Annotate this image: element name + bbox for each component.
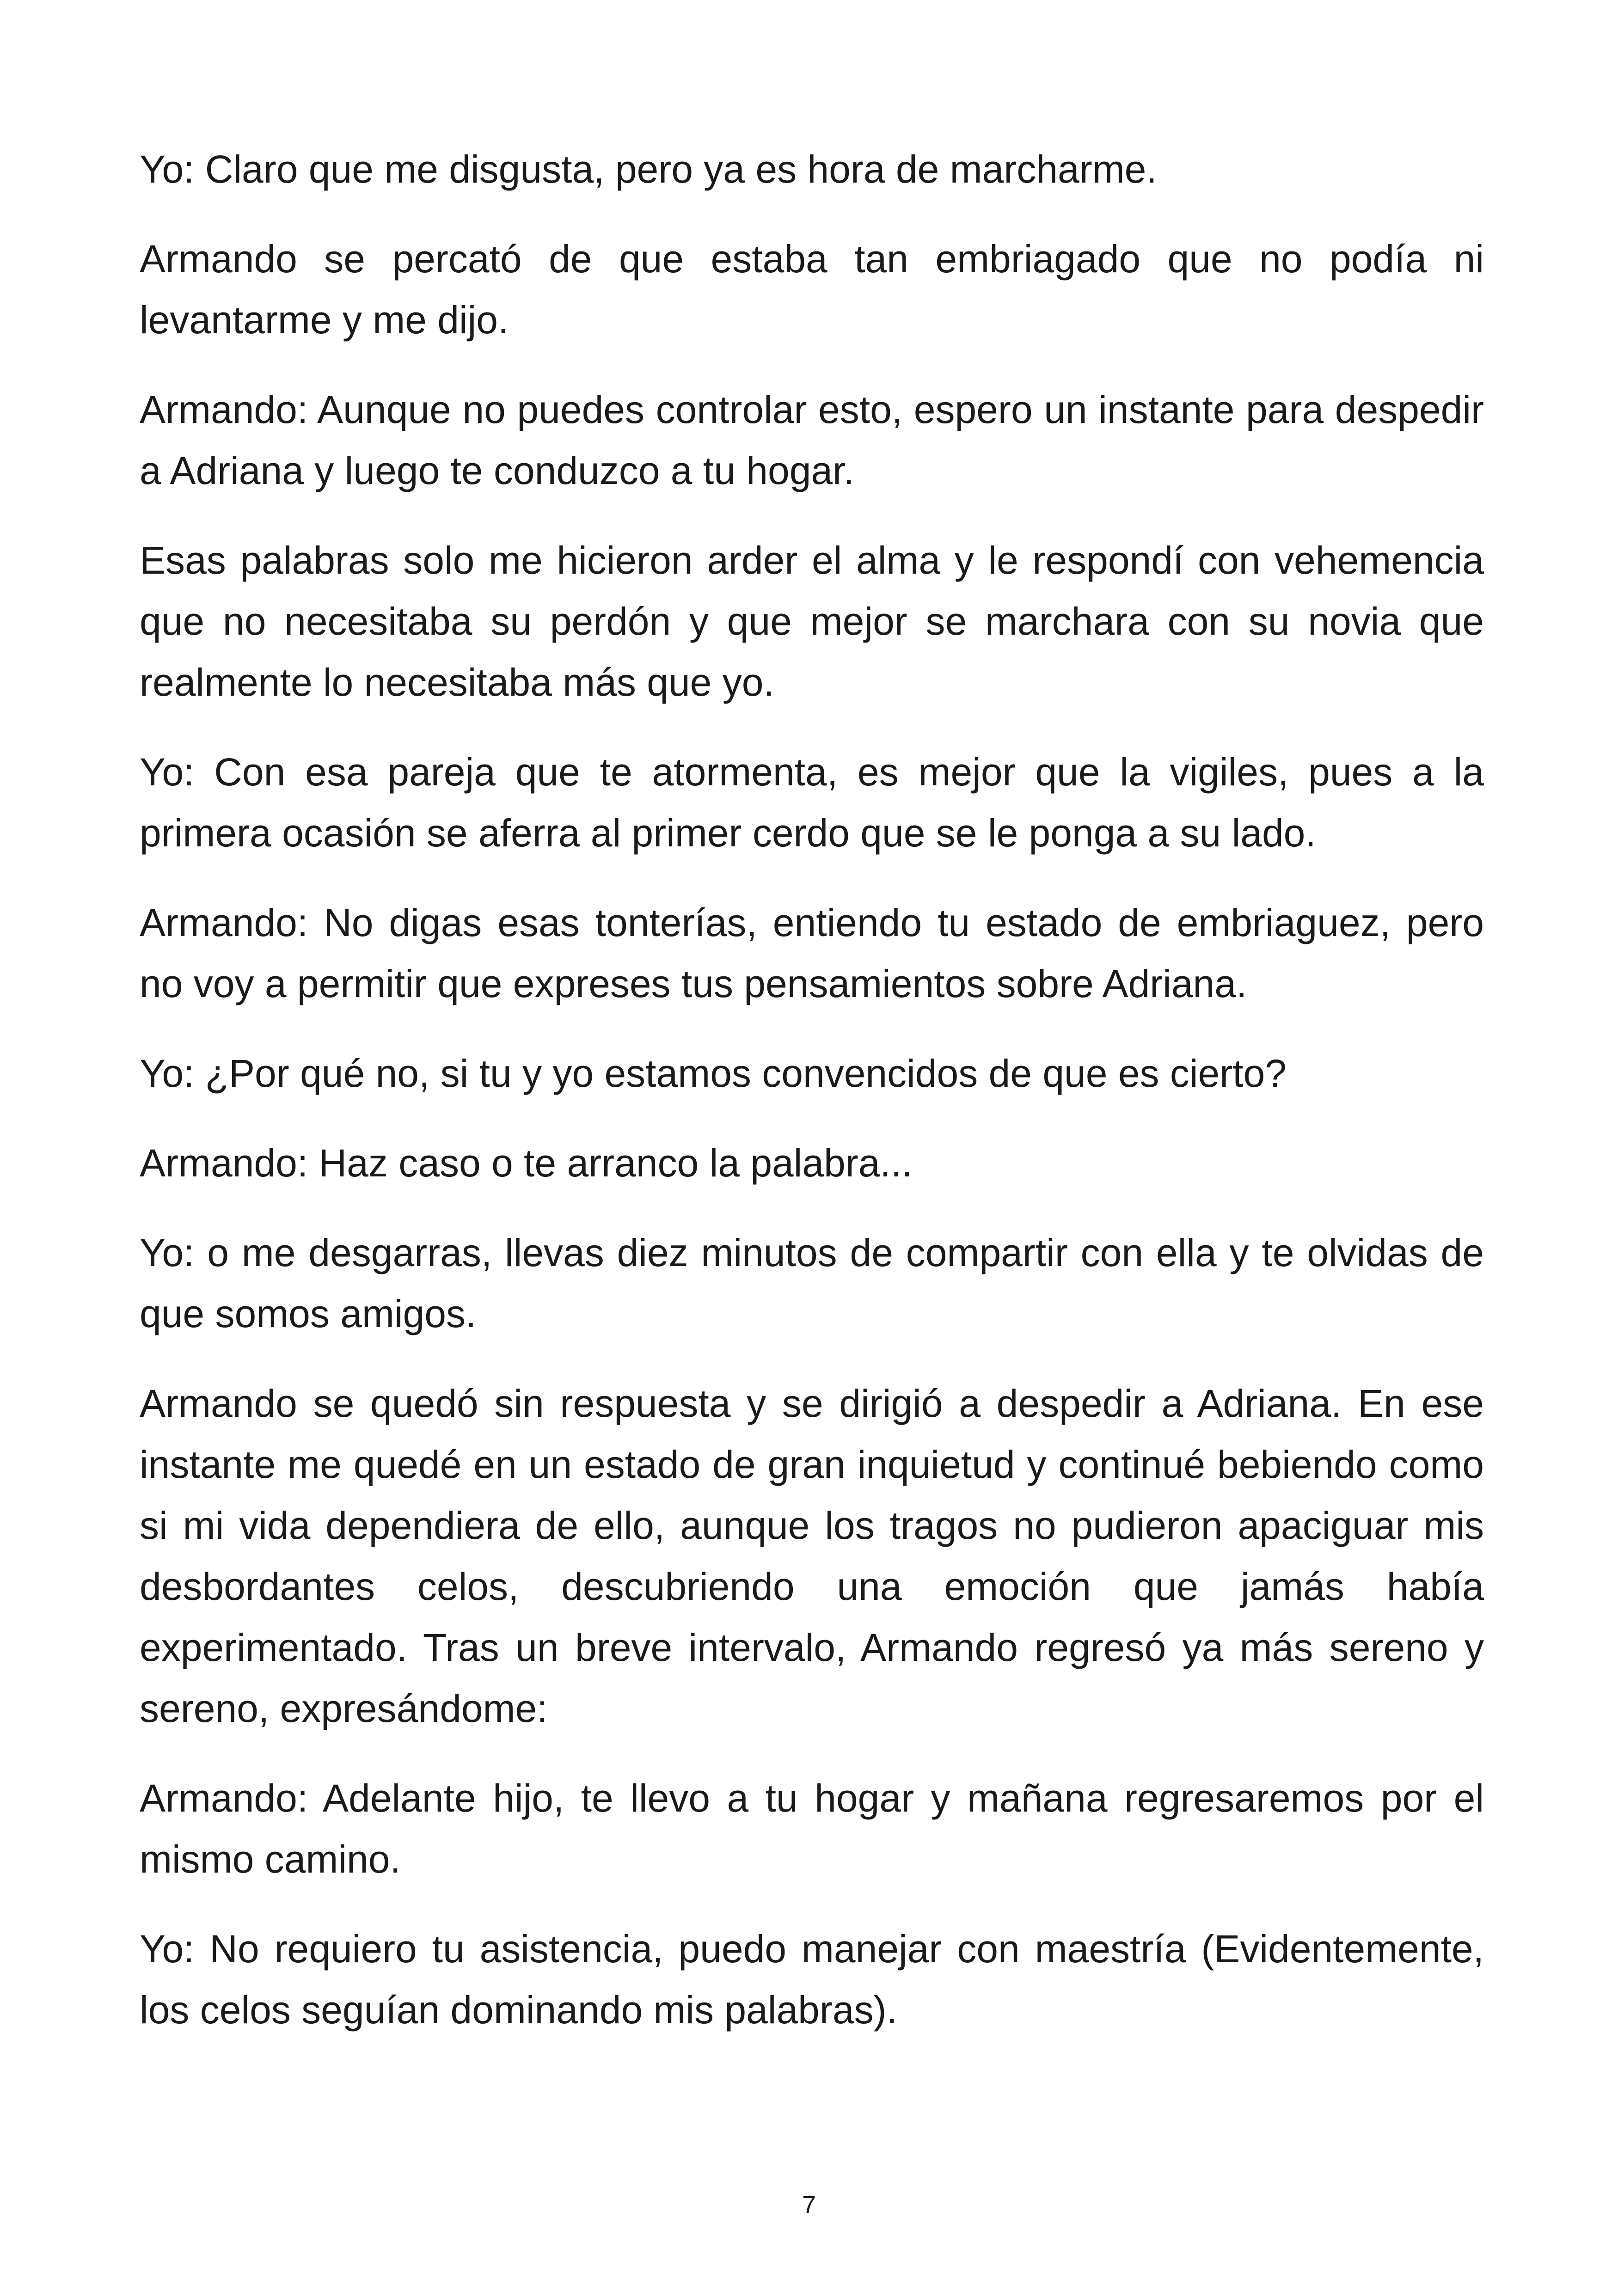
document-body	[140, 139, 1484, 2069]
paragraph-4: Esas palabras solo me hicieron arder el alma y le respondí con vehemencia que no necesitaba su perdón y que mejor se marchara con su novia que realmente lo necesitaba más que yo.	[140, 539, 1484, 704]
paragraph-8: Armando: Haz caso o te arranco la palabra...	[140, 1141, 913, 1185]
paragraph-12: Yo: No requiero tu asistencia, puedo manejar con maestría (Evidentemente, los celos seguían dominando mis palabras).	[140, 1927, 1484, 2032]
page-number: 7	[802, 2191, 816, 2219]
paragraph-6: Armando: No digas esas tonterías, entiendo tu estado de embriaguez, pero no voy a permitir que expreses tus pensamientos sobre Adriana.	[140, 901, 1484, 1005]
paragraph-7: Yo: ¿Por qué no, si tu y yo estamos convencidos de que es cierto?	[140, 1052, 1287, 1095]
paragraph-2: Armando se percató de que estaba tan embriagado que no podía ni levantarme y me dijo.	[140, 237, 1484, 342]
paragraph-5: Yo: Con esa pareja que te atormenta, es mejor que la vigiles, pues a la primera ocasión se aferra al primer cerdo que se le ponga a su lado.	[140, 750, 1484, 855]
paragraph-9: Yo: o me desgarras, llevas diez minutos de compartir con ella y te olvidas de que somos amigos.	[140, 1231, 1484, 1335]
paragraph-3: Armando: Aunque no puedes controlar esto, espero un instante para despedir a Adriana y luego te conduzco a tu hogar.	[140, 388, 1484, 492]
paragraph-1: Yo: Claro que me disgusta, pero ya es hora de marcharme.	[140, 147, 1157, 191]
paragraph-11: Armando: Adelante hijo, te llevo a tu hogar y mañana regresaremos por el mismo camino.	[140, 1776, 1484, 1881]
paragraph-10: Armando se quedó sin respuesta y se dirigió a despedir a Adriana. En ese instante me quedé en un estado de gran inquietud y continué bebiendo como si mi vida dependiera de ello, aunque los tragos no pudieron apaciguar mis desbordantes celos, descubriendo una emoción que jamás había experimentado. Tras un breve intervalo, Armando regresó ya más sereno y sereno, expresándome:	[140, 1382, 1484, 1730]
